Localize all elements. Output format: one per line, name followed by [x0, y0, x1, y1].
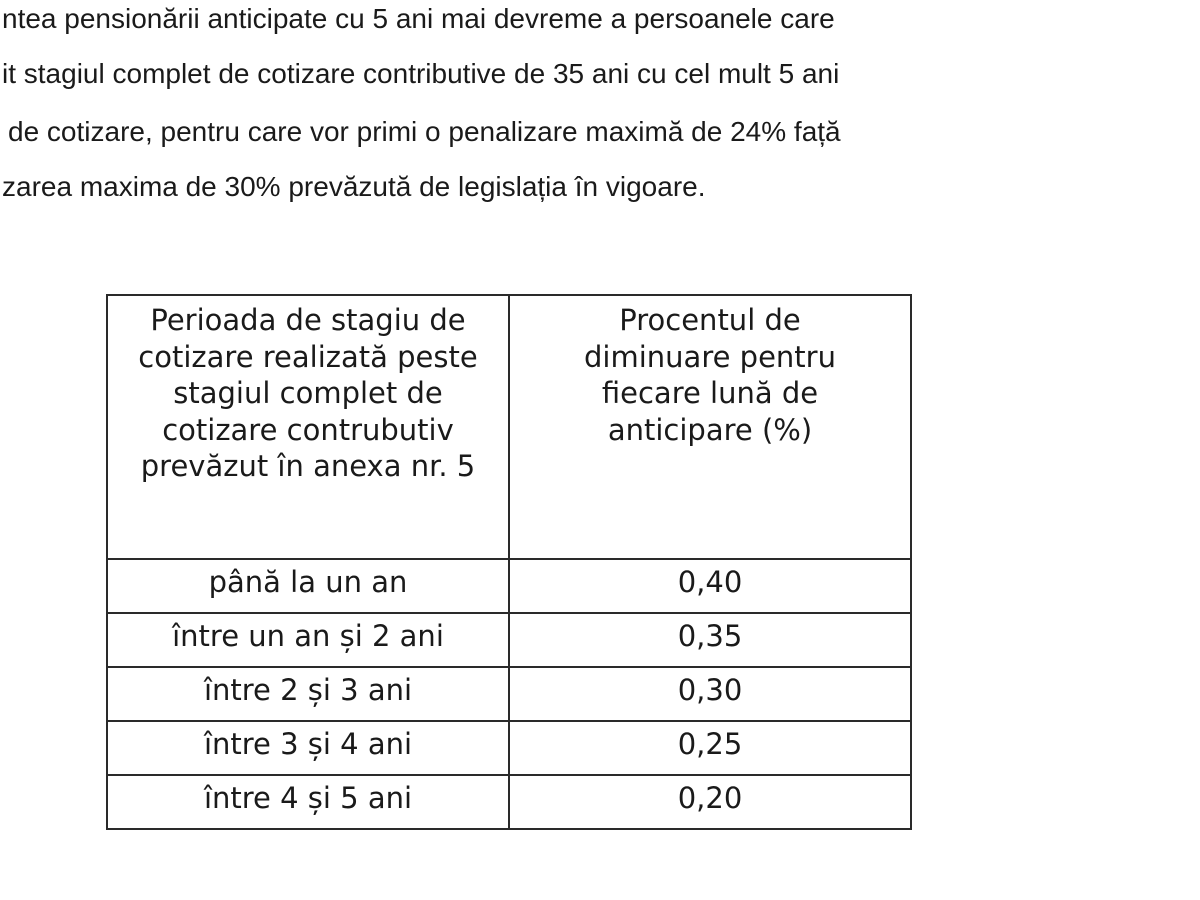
cell-period: între un an și 2 ani — [107, 613, 509, 667]
cell-period: până la un an — [107, 559, 509, 613]
penalty-table — [106, 294, 912, 830]
header-percent — [509, 295, 911, 559]
cell-percent: 0,40 — [509, 559, 911, 613]
cell-percent: 0,30 — [509, 667, 911, 721]
paragraph-line-4: zarea maxima de 30% prevăzută de legislația în vigoare. — [2, 171, 706, 202]
table-row — [107, 613, 911, 667]
cell-period: între 3 și 4 ani — [107, 721, 509, 775]
cell-percent: 0,20 — [509, 775, 911, 829]
table-row — [107, 721, 911, 775]
header-period — [107, 295, 509, 559]
table-header-row — [107, 295, 911, 559]
cell-period: între 4 și 5 ani — [107, 775, 509, 829]
header-percent-text: Procentul de diminuare pentru fiecare lună de anticipare (%) — [584, 303, 836, 447]
header-period-text: Perioada de stagiu de cotizare realizată peste stagiul complet de cotizare contrubutiv prevăzut în anexa nr. 5 — [138, 303, 478, 483]
table-row — [107, 775, 911, 829]
paragraph-line-2: it stagiul complet de cotizare contributive de 35 ani cu cel mult 5 ani — [2, 58, 840, 89]
cell-period: între 2 și 3 ani — [107, 667, 509, 721]
penalty-table-container — [106, 294, 912, 830]
table-row — [107, 667, 911, 721]
intro-paragraph — [0, 0, 1200, 240]
paragraph-line-3: de cotizare, pentru care vor primi o penalizare maximă de 24% față — [8, 116, 841, 147]
table-row — [107, 559, 911, 613]
cell-percent: 0,25 — [509, 721, 911, 775]
paragraph-line-1: ntea pensionării anticipate cu 5 ani mai devreme a persoanele care — [2, 3, 835, 34]
cell-percent: 0,35 — [509, 613, 911, 667]
